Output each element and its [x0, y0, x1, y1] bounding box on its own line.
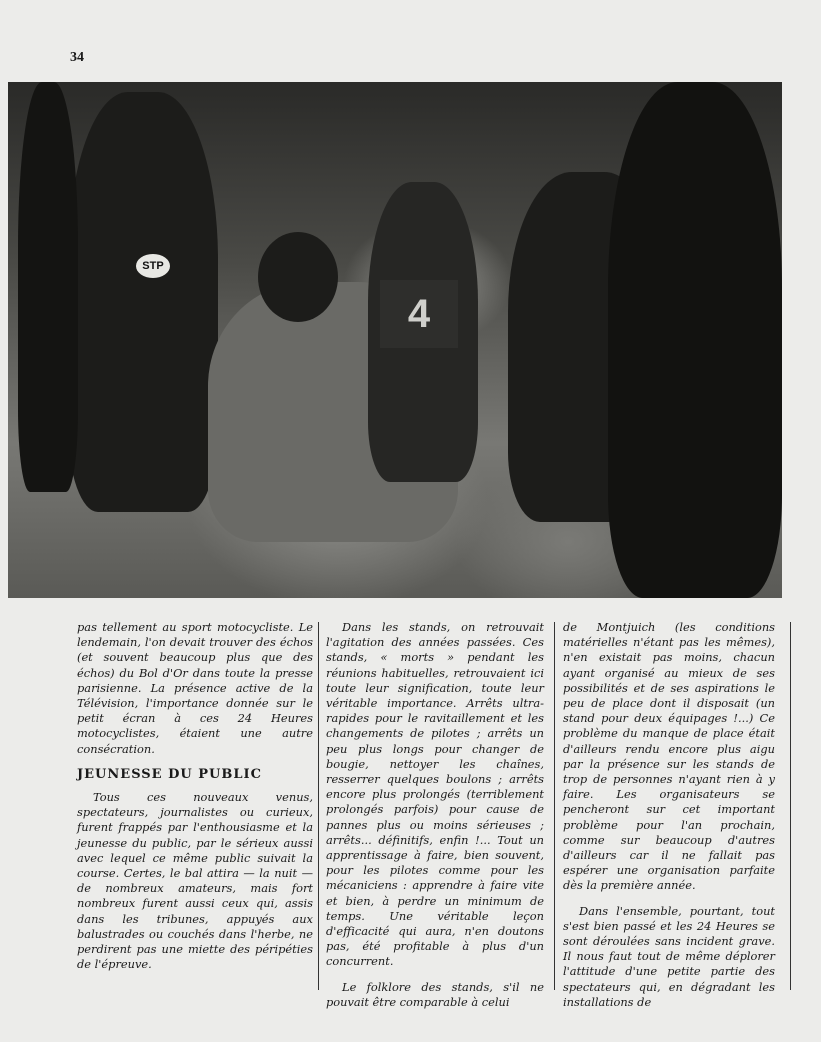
race-number-plate: 4 — [380, 280, 458, 348]
paragraph: Dans l'ensemble, pourtant, tout s'est bien passé et les 24 Heures se sont déroulées sans incident grave. Il nous faut tout de même déplorer l'attitude d'une petite partie des spectateurs qui, en dégradant les installations de — [563, 903, 775, 1009]
column-divider — [318, 622, 319, 990]
page-number: 34 — [70, 50, 84, 65]
paragraph: Le folklore des stands, s'il ne pouvait être comparable à celui — [326, 979, 544, 1009]
pit-crew-photo — [8, 82, 782, 598]
article-body — [0, 620, 821, 1009]
section-heading: JEUNESSE DU PUBLIC — [77, 766, 262, 782]
article-column-2 — [326, 620, 544, 1009]
stp-patch-logo: STP — [136, 254, 170, 278]
article-column-3 — [563, 620, 775, 1009]
paragraph: de Montjuich (les conditions matérielles n'étant pas les mêmes), n'en existait pas moins, chacun ayant organisé au mieux de ses possibilités et de ses aspirations le peu de place dont il disposait (un stand pour deux équipages !...) Ce problème du manque de place était d'ailleurs rendu encore plus aigu par la présence sur les stands de trop de personnes n'ayant rien à y faire. Les organisateurs se pencheront sur cet important problème pour l'an prochain, comme sur beaucoup d'autres d'ailleurs car il ne fallait pas espérer une organisation parfaite dès la première année. — [563, 620, 775, 893]
paragraph: Dans les stands, on retrouvait l'agitation des années passées. Ces stands, « morts » pendant les réunions habituelles, retrouvaient ici toute leur signification, toute leur véritable importance. Arrêts ultra-rapides pour le ravitaillement et les changements de pilotes ; arrêts un peu plus longs pour changer de bougie, nettoyer les chaînes, resserrer quelques boulons ; arrêts encore plus prolongés (terriblement prolongés parfois) pour cause de pannes plus ou moins sérieuses ; arrêts... définitifs, enfin !... Tout un apprentissage à faire, bien souvent, pour les pilotes comme pour les mécaniciens : apprendre à faire vite et bien, à perdre un minimum de temps. Une véritable leçon d'efficacité qui aura, n'en doutons pas, été profitable à plus d'un concurrent. — [326, 620, 544, 969]
article-column-1 — [77, 620, 313, 990]
column-divider — [554, 622, 555, 990]
column-divider — [790, 622, 791, 990]
paragraph: Tous ces nouveaux venus, spectateurs, journalistes ou curieux, furent frappés par l'enthousiasme et la jeunesse du public, par le sérieux aussi avec lequel ce même public suivait la course. Certes, le bal attira — la nuit — de nombreux amateurs, mais fort nombreux furent aussi ceux qui, assis dans les tribunes, appuyés aux balustrades ou couchés dans l'herbe, ne perdirent pas une miette des péripéties de l'épreuve. — [77, 790, 313, 972]
paragraph: pas tellement au sport motocycliste. Le lendemain, l'on devait trouver des échos (et souvent beaucoup plus que des échos) du Bol d'Or dans toute la presse parisienne. La présence active de la Télévision, l'importance donnée sur le petit écran à ces 24 Heures motocyclistes, étaient une autre consécration. — [77, 620, 313, 756]
